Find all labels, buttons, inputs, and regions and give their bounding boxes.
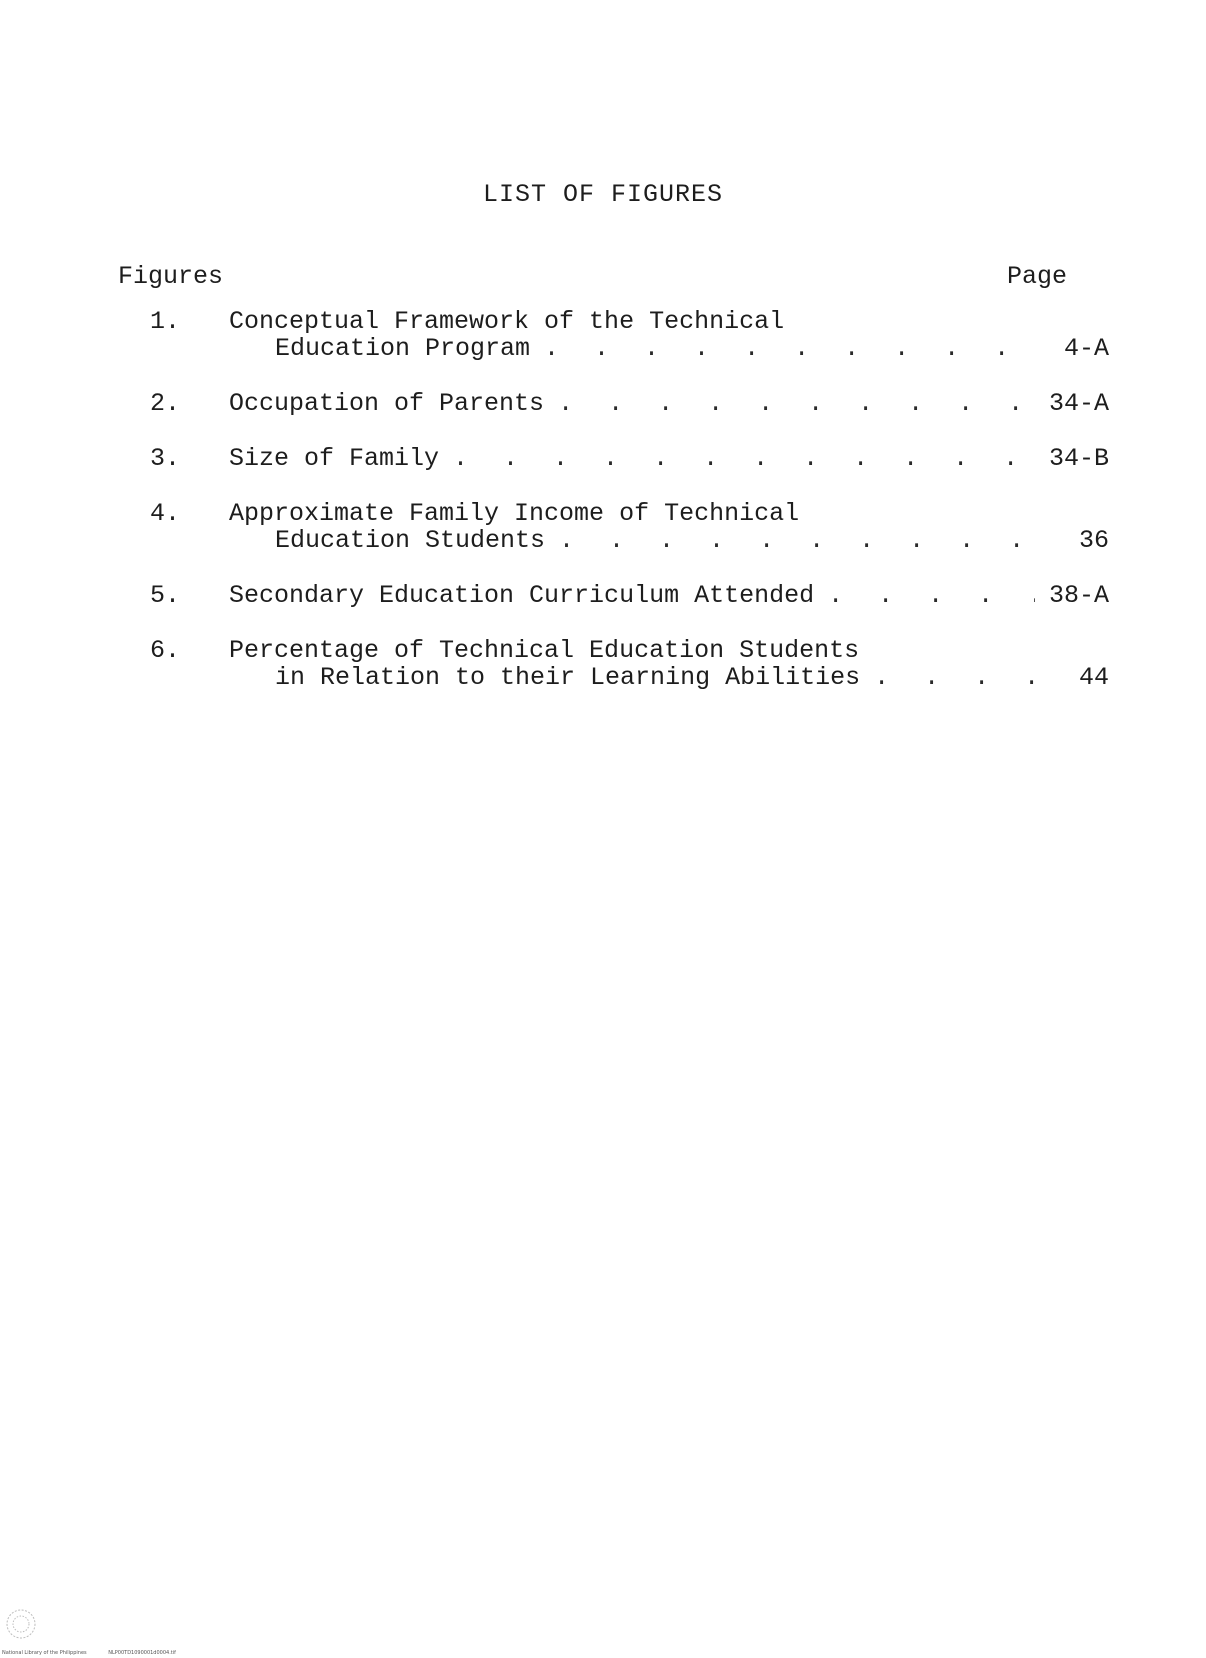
- figure-entry: [0, 445, 1206, 472]
- figure-number: 3.: [150, 444, 181, 473]
- figure-title-line: Percentage of Technical Education Students: [229, 636, 860, 665]
- dot-leader: [544, 335, 1035, 362]
- figure-title-line: Conceptual Framework of the Technical: [229, 307, 785, 336]
- figures-column-header: Figures: [118, 262, 224, 291]
- figure-number: 2.: [150, 389, 181, 418]
- dot-leader: [558, 390, 1035, 417]
- figure-page-number: 4-A: [1063, 334, 1109, 363]
- dot-leader: [828, 582, 1035, 609]
- library-seal-icon: [4, 1606, 38, 1646]
- page-title: LIST OF FIGURES: [482, 180, 724, 209]
- figure-number: 4.: [150, 499, 181, 528]
- figure-number: 1.: [150, 307, 181, 336]
- figure-title-line: Education Students: [275, 526, 546, 555]
- figure-number: 5.: [150, 581, 181, 610]
- figure-entry: [0, 308, 1206, 362]
- figure-page-number: 38-A: [1048, 581, 1109, 610]
- figure-title-line: Occupation of Parents: [229, 389, 545, 418]
- scan-footer: [2, 1650, 176, 1656]
- figure-title-line: Approximate Family Income of Technical: [229, 499, 800, 528]
- figure-title-line: Education Program: [275, 334, 531, 363]
- figure-entry: [0, 637, 1206, 691]
- figure-list: [0, 308, 1206, 719]
- figure-page-number: 34-B: [1048, 444, 1109, 473]
- dot-leader: [559, 527, 1035, 554]
- figure-title-line: Secondary Education Curriculum Attended: [229, 581, 815, 610]
- figure-entry: [0, 582, 1206, 609]
- figure-page-number: 34-A: [1048, 389, 1109, 418]
- figure-page-number: 44: [1078, 663, 1109, 692]
- page-column-header: Page: [1007, 262, 1068, 291]
- figure-title-line: Size of Family: [229, 444, 440, 473]
- footer-file-code: NLP00TD1090001d0004.tif: [108, 1650, 176, 1656]
- dot-leader: [874, 664, 1035, 691]
- figure-title-line: in Relation to their Learning Abilities: [275, 663, 861, 692]
- figure-entry: [0, 390, 1206, 417]
- dot-leader: [453, 445, 1035, 472]
- figure-entry: [0, 500, 1206, 554]
- footer-library: National Library of the Philippines: [2, 1650, 87, 1656]
- figure-page-number: 36: [1078, 526, 1109, 555]
- figure-number: 6.: [150, 636, 181, 665]
